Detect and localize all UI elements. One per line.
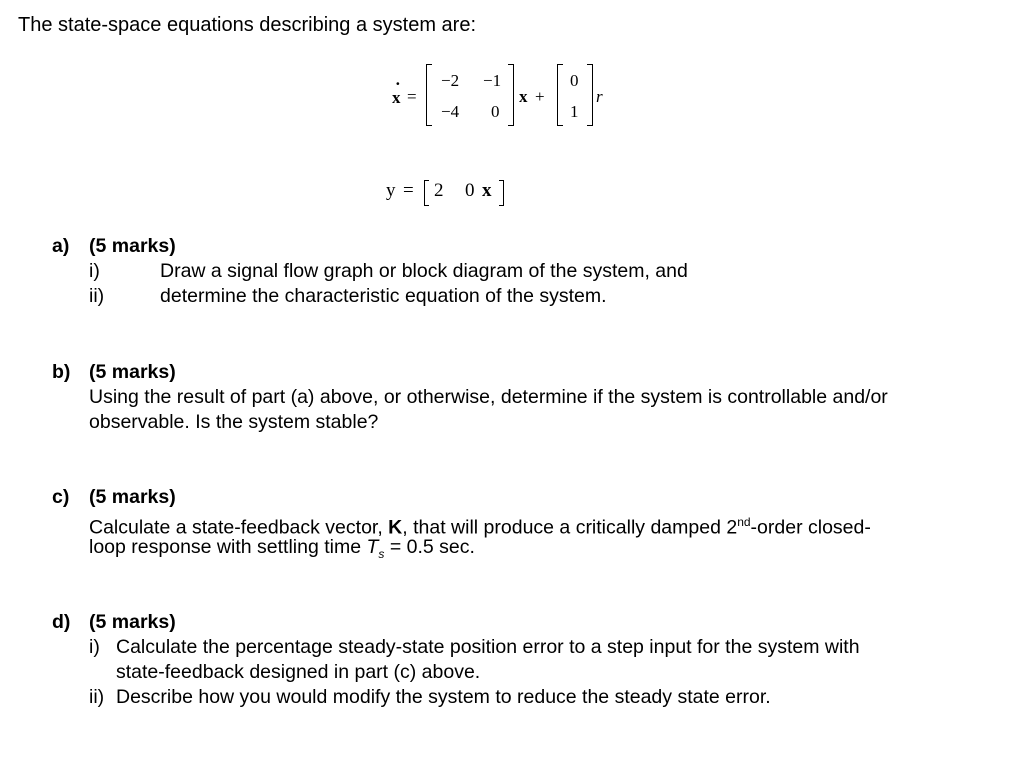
- matrix-C-2: 0: [465, 180, 475, 201]
- part-b-line-2: observable. Is the system stable?: [89, 411, 379, 433]
- settling-time-symbol: T: [366, 536, 379, 558]
- state-derivative: x ·: [392, 74, 401, 107]
- ordinal-superscript: nd: [737, 515, 751, 529]
- output-y: y: [386, 180, 396, 201]
- derivative-dot: ·: [395, 74, 401, 93]
- matrix-A-21: −4: [441, 102, 460, 121]
- part-d-label: d): [52, 611, 71, 633]
- part-d-marks: (5 marks): [89, 611, 176, 633]
- matrix-A-22: 0: [491, 102, 500, 121]
- equals-sign: =: [403, 180, 414, 201]
- state-vector: x: [519, 87, 528, 106]
- part-d-i-number: i): [89, 636, 100, 658]
- part-c-marks: (5 marks): [89, 486, 176, 508]
- part-c-label: c): [52, 486, 70, 508]
- gain-vector-K: K: [388, 516, 403, 539]
- part-d-i-line-2: state-feedback designed in part (c) above.: [116, 661, 481, 683]
- matrix-C-1: 2: [434, 180, 444, 201]
- part-c-line-1: Calculate a state-feedback vector, K, that will produce a critically damped 2nd-order closed-: [89, 515, 871, 539]
- matrix-A-11: −2: [441, 71, 460, 90]
- matrix-B-1: 0: [570, 71, 579, 90]
- part-b-marks: (5 marks): [89, 361, 176, 383]
- part-c: [52, 485, 982, 561]
- input-r: r: [596, 87, 603, 106]
- part-a: [52, 234, 982, 310]
- state-vector: x: [482, 180, 492, 201]
- part-d-i-line-1: Calculate the percentage steady-state position error to a step input for the system with: [116, 636, 860, 658]
- output-matrix-C: [424, 180, 504, 206]
- system-matrix-A: [426, 64, 514, 126]
- matrix-B-2: 1: [570, 102, 579, 121]
- part-a-i-text: Draw a signal flow graph or block diagram of the system, and: [160, 260, 688, 282]
- part-a-i-number: i): [89, 260, 100, 282]
- part-a-ii-number: ii): [89, 285, 105, 307]
- plus-sign: +: [535, 87, 545, 106]
- part-c-line-2: loop response with settling time $T_s = 0.5$ sec.: [89, 536, 475, 561]
- part-d: [52, 610, 982, 710]
- equals-sign: =: [407, 87, 417, 106]
- part-a-ii-text: determine the characteristic equation of the system.: [160, 285, 607, 307]
- settling-time-subscript: s: [378, 546, 385, 561]
- part-b-label: b): [52, 361, 71, 383]
- part-b: [52, 360, 982, 436]
- part-a-marks: (5 marks): [89, 235, 176, 257]
- input-matrix-B: [557, 64, 593, 126]
- part-d-ii-number: ii): [89, 686, 105, 708]
- part-a-label: a): [52, 235, 70, 257]
- intro-text: The state-space equations describing a system are:: [18, 14, 477, 36]
- part-d-ii-text: Describe how you would modify the system to reduce the steady state error.: [116, 686, 771, 708]
- part-b-line-1: Using the result of part (a) above, or otherwise, determine if the system is controllable and/or: [89, 386, 888, 408]
- matrix-A-12: −1: [483, 71, 502, 90]
